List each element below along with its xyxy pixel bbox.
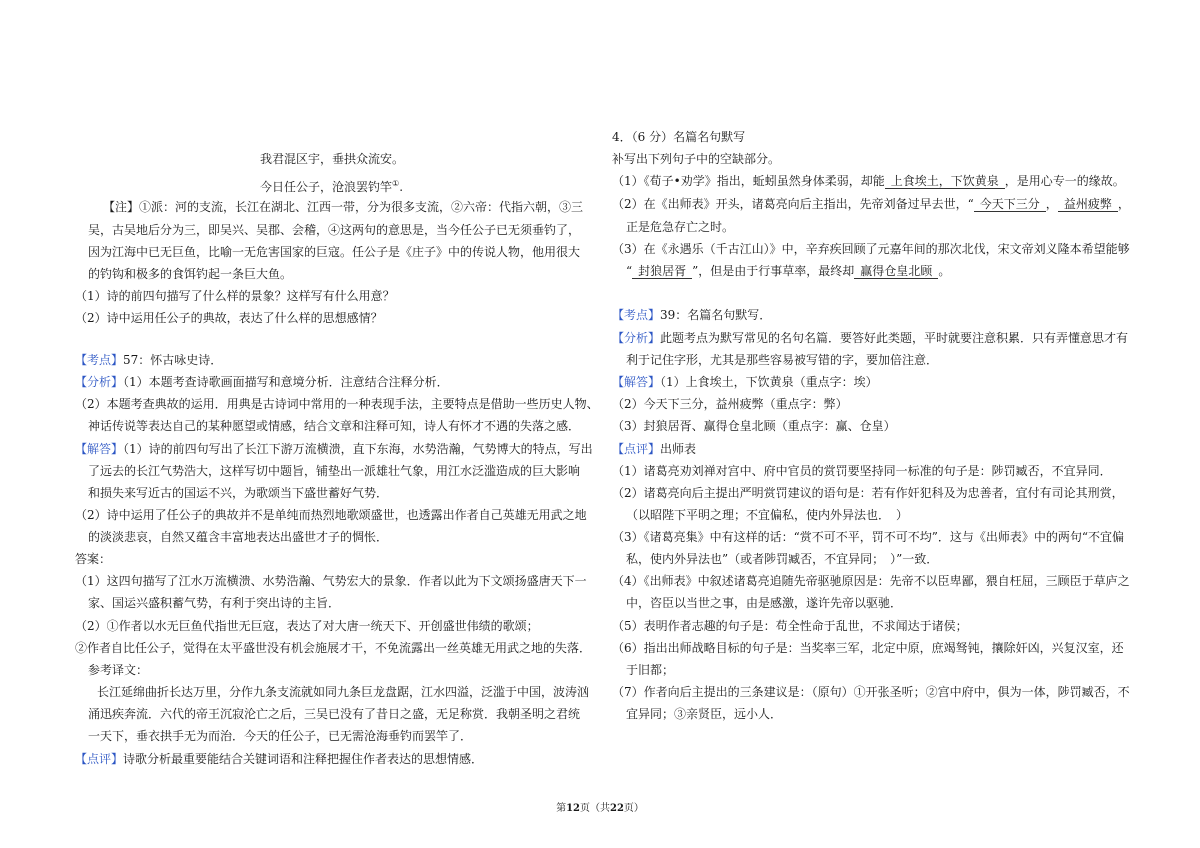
kaodian-tag: 【考点】 — [75, 353, 124, 367]
r-kaodian-tag: 【考点】 — [612, 308, 661, 322]
r-dianping-line-5: 私，使内外异法也”（或者陟罚臧否，不宜异同； ）”一致． — [626, 552, 939, 566]
footer-page-number: 12 — [566, 803, 580, 814]
q4-s3-prefix: “ — [626, 264, 633, 278]
translation-line-3: 一天下，垂衣拱手无为而治．今天的任公子，已无需沧海垂钓而罢竿了． — [88, 729, 473, 743]
r-dianping-line-12: 宜异同；③亲贤臣，远小人． — [626, 707, 783, 721]
r-fenxi-line-2: 利于记住字形，尤其是那些容易被写错的字，要加倍注意． — [626, 353, 939, 367]
q4-instruction: 补写出下列句子中的空缺部分。 — [612, 152, 781, 166]
translation-line-2: 涌迅疾奔流．六代的帝王沉寂沦亡之后，三吴已没有了昔日之盛，无足称赏．我朝圣明之君统 — [88, 707, 581, 721]
question-1: （1）诗的前四句描写了什么样的景象？这样写有什么用意？ — [75, 289, 395, 303]
r-dianping-line-9: （6）指出出师战略目标的句子是：当奖率三军，北定中原，庶竭驽钝，攘除奸凶，兴复汉室，还 — [612, 641, 1124, 655]
r-dianping-line-1: （1）诸葛亮劝刘禅对宫中、府中官员的赏罚要坚持同一标准的句子是：陟罚臧否，不宜异同． — [612, 464, 1112, 478]
q4-s2-blank-2: 益州疲弊 — [1058, 197, 1118, 212]
jieda-text-1: （1）诗的前四句写出了长江下游万流横溃，直下东海，水势浩瀚，气势博大的特点，写出 — [123, 442, 593, 456]
r-dianping-tag: 【点评】 — [612, 442, 661, 456]
r-fenxi-line-1 — [612, 330, 1128, 346]
r-dianping-line-8: （5）表明作者志趣的句子是：苟全性命于乱世，不求闻达于诸侯； — [612, 619, 968, 633]
q4-sentence-3: （3）在《永遇乐（千古江山）》中，辛弃疾回顾了元嘉年间的那次北伐，宋文帝刘义隆本希望能够 — [612, 242, 1130, 256]
q4-s1-blank: 上食埃土，下饮黄泉 — [885, 174, 1005, 189]
q4-s3-suffix: 。 — [938, 264, 951, 278]
r-jieda-line-3: （3）封狼居胥、赢得仓皇北顾（重点字：赢、仓皇） — [612, 419, 896, 433]
r-jieda-text-1: （1）上食埃土，下饮黄泉（重点字：埃） — [660, 375, 878, 389]
jieda-tag: 【解答】 — [75, 442, 124, 456]
q4-sentence-1 — [612, 173, 1125, 189]
question-2: （2）诗中运用任公子的典故，表达了什么样的思想感情？ — [75, 311, 383, 325]
fenxi-line-3: 神话传说等表达自己的某种愿望或情感，结合文章和注释可知，诗人有怀才不遇的失落之感． — [88, 419, 581, 433]
poem-line-1: 我君混区宇，垂拱众流安。 — [260, 152, 405, 166]
r-dianping-line-6: （4）《出师表》中叙述诸葛亮追随先帝驱驰原因是：先帝不以臣卑鄙，猥自枉屈，三顾臣于草庐之 — [612, 574, 1130, 588]
jieda-line-2: 了远去的长江气势浩大，这样写切中题旨，铺垫出一派雄壮气象，用江水泛滥造成的巨大影响 — [88, 464, 581, 478]
jieda-line-5: 的淡淡悲哀，自然又蕴含丰富地表达出盛世才子的惆怅． — [88, 530, 389, 544]
translation-label: 参考译文： — [88, 663, 149, 677]
r-fenxi-text-1: 此题考点为默写常见的名句名篇．要答好此类题，平时就要注意积累．只有弄懂意思才有 — [660, 331, 1129, 345]
r-fenxi-tag: 【分析】 — [612, 331, 661, 345]
page-footer — [0, 803, 1200, 815]
answer-line-4: ②作者自比任公子，觉得在太平盛世没有机会施展才干，不免流露出一丝英雄无用武之地的失落． — [75, 641, 592, 655]
footer-post: 页） — [623, 803, 644, 814]
notes-tag: 【注】 — [103, 200, 140, 214]
dianping-text: 诗歌分析最重要能结合关键词语和注释把握住作者表达的思想情感． — [123, 752, 484, 766]
fenxi-line-2: （2）本题考查典故的运用．用典是古诗词中常用的一种表现手法，主要特点是借助一些历史人物、 — [75, 397, 599, 411]
r-kaodian-line — [612, 307, 771, 323]
fenxi-line-1 — [75, 374, 449, 390]
answer-line-3: （2）①作者以水无巨鱼代指世无巨寇，表达了对大唐一统天下、开创盛世伟绩的歌颂； — [75, 619, 539, 633]
jieda-line-3: 和损失来写近古的国运不兴，为歌颂当下盛世蓄好气势． — [88, 486, 389, 500]
r-dianping-line-11: （7）作者向后主提出的三条建议是：（原句）①开张圣听；②宫中府中，俱为一体，陟罚臧否，不 — [612, 685, 1130, 699]
r-jieda-line-2: （2）今天下三分，益州疲弊（重点字：弊） — [612, 397, 848, 411]
kaodian-text: 57：怀古咏史诗． — [123, 353, 223, 367]
r-jieda-tag: 【解答】 — [612, 375, 661, 389]
notes-line-4: 的钓钩和极多的食饵钓起一条巨大鱼。 — [88, 267, 293, 281]
q4-s3-blank-1: 封狼居胥 — [632, 264, 692, 279]
r-dianping-line — [612, 441, 696, 457]
q4-s3-mid: ”，但是由于行事草率，最终却 — [692, 264, 855, 278]
jieda-line-4: （2）诗中运用了任公子的典故并不是单纯而热烈地歌颂盛世，也透露出作者自己英雄无用武之地 — [75, 508, 587, 522]
answer-label: 答案： — [75, 552, 112, 566]
q4-s2-suffix: ， — [1117, 197, 1130, 211]
notes-text-1: ①派：河的支流，长江在湖北、江西一带，分为很多支流，②六帝：代指六朝，③三 — [139, 200, 584, 214]
dianping-tag: 【点评】 — [75, 752, 124, 766]
notes-line-3: 因为江海中已无巨鱼，比喻一无危害国家的巨寇。任公子是《庄子》中的传说人物，他用很大 — [88, 245, 581, 259]
r-dianping-line-2: （2）诸葛亮向后主提出严明赏罚建议的语句是：若有作奸犯科及为忠善者，宜付有司论其刑赏， — [612, 486, 1124, 500]
answer-line-1: （1）这四句描写了江水万流横溃、水势浩瀚、气势宏大的景象．作者以此为下文颂扬盛唐天下一 — [75, 574, 587, 588]
r-dianping-line-3: （以昭陛下平明之理；不宜偏私，使内外异法也． ） — [626, 508, 909, 522]
fenxi-text-1: （1）本题考查诗歌画面描写和意境分析．注意结合注释分析． — [123, 375, 449, 389]
r-jieda-line-1 — [612, 374, 878, 390]
poem-line-2 — [260, 176, 403, 195]
q4-sentence-2 — [612, 196, 1130, 212]
fenxi-tag: 【分析】 — [75, 375, 124, 389]
q4-s2-prefix: （2）在《出师表》开头，诸葛亮向后主指出，先帝刘备过早去世，“ — [612, 197, 974, 211]
r-dianping-title: 出师表 — [660, 442, 697, 456]
r-dianping-line-7: 中，咨臣以当世之事，由是感激，遂许先帝以驱驰． — [626, 596, 903, 610]
q4-s1-suffix: ，是用心专一的缘故。 — [1004, 174, 1125, 188]
notes-line-1 — [103, 199, 583, 215]
q4-s2-mid: ， — [1045, 197, 1058, 211]
q4-title: 4．（6 分）名篇名句默写 — [612, 130, 746, 144]
q4-sentence-3-cont — [626, 263, 950, 279]
footer-mid: 页（共 — [580, 803, 610, 814]
q4-s1-prefix: （1）《荀子•劝学》指出，蚯蚓虽然身体柔弱，却能 — [612, 174, 885, 188]
r-dianping-line-10: 于旧都； — [626, 663, 675, 677]
q4-s3-blank-2: 赢得仓皇北顾 — [854, 264, 938, 279]
poem-line-2-end: . — [399, 180, 404, 194]
translation-line-1: 长江延绵曲折长达万里，分作九条支流就如同九条巨龙盘踞，江水四溢，泛滥于中国，波涛汹 — [97, 685, 590, 699]
poem-note-marker: ① — [392, 179, 400, 188]
r-kaodian-text: 39：名篇名句默写． — [660, 308, 772, 322]
jieda-line-1 — [75, 441, 593, 457]
dianping-line — [75, 751, 483, 767]
poem-line-2-text: 今日任公子，沧浪罢钓竿 — [260, 180, 393, 194]
footer-total-pages: 22 — [610, 803, 624, 814]
kaodian-line — [75, 352, 222, 368]
r-dianping-line-4: （3）《诸葛亮集》中有这样的话：“赏不可不平，罚不可不均”．这与《出师表》中的两句“不宜偏 — [612, 530, 1125, 544]
q4-s2-blank-1: 今天下三分 — [974, 197, 1046, 212]
q4-sentence-2-cont: 正是危急存亡之时。 — [626, 220, 735, 234]
answer-line-2: 家、国运兴盛积蓄气势，有利于突出诗的主旨． — [88, 596, 341, 610]
footer-pre: 第 — [556, 803, 567, 814]
notes-line-2: 吴，古吴地后分为三，即吴兴、吴郡、会稽，④这两句的意思是，当今任公子已无须垂钓了， — [88, 223, 581, 237]
